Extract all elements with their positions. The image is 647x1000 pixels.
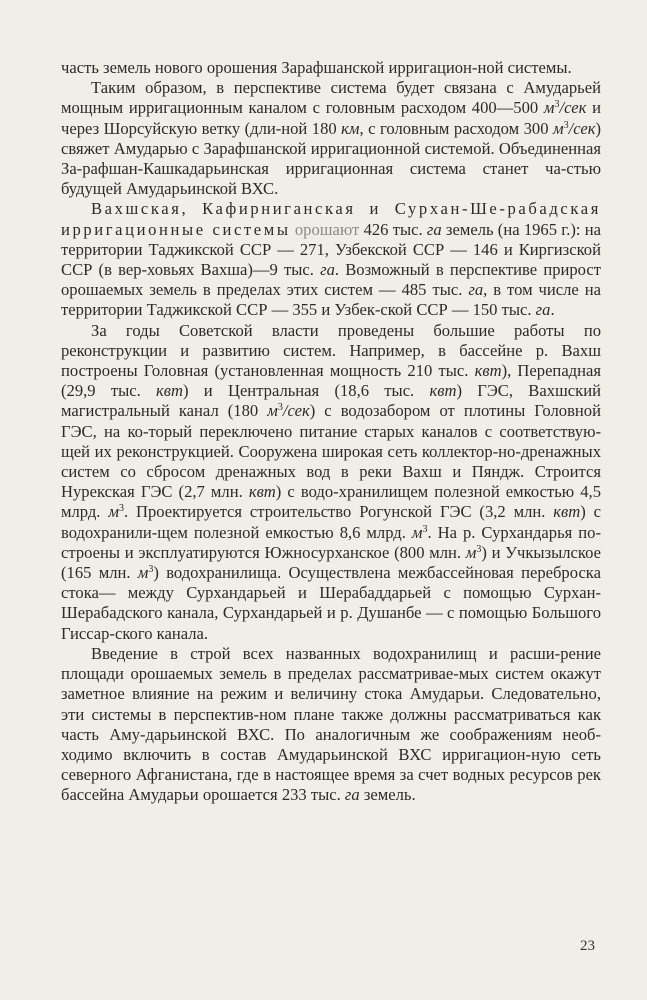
text-run: квт bbox=[553, 502, 581, 522]
paragraph bbox=[61, 58, 601, 78]
text-run: Таким образом, в перспективе система будет связана с Амударьей мощным ирригационным каналом с головным расходом 400—500 bbox=[61, 78, 601, 118]
text-run: За годы Советской власти проведены большие работы по реконструкции и развитию систем. Например, в бассейне р. Вахш построены Головная (установленная мощность 210 тыс. bbox=[61, 320, 601, 381]
superscript: 3 bbox=[563, 119, 569, 131]
page-body bbox=[61, 58, 601, 806]
text-run: квт bbox=[429, 381, 457, 401]
text-run: ) с водохранили-щем полезной емкостью 8,6 млрд. bbox=[61, 502, 602, 542]
text-run: м bbox=[465, 542, 477, 562]
text-run: квт bbox=[474, 361, 502, 381]
text-run: ) и Центральная (18,6 тыс. bbox=[183, 381, 430, 401]
superscript: 3 bbox=[118, 503, 124, 515]
text-run: . Проектируется строительство Рогунской ГЭС (3,2 млн. bbox=[123, 502, 554, 522]
text-run: ), Перепадная (29,9 тыс. bbox=[61, 361, 602, 401]
text-run: ) с водозабором от плотины Головной ГЭС, на ко-торый переключено питание старых каналов с соответствую-щей их реконструкцией. Сооружена широкая сеть коллектор-но-дренажных систем со сбросом дренажных вод в реки Вахш и Пяндж. Строится Нурекская ГЭС (2,7 млн. bbox=[61, 401, 601, 502]
text-run: , с головным расходом 300 bbox=[359, 118, 553, 138]
text-run: , в том числе на территории Таджикской ССР — 355 и Узбек-ской ССР — 150 тыс. bbox=[61, 280, 602, 320]
text-run: земель. bbox=[359, 785, 416, 805]
superscript: 3 bbox=[554, 99, 560, 111]
paragraph bbox=[61, 199, 601, 320]
text-run: га bbox=[426, 219, 442, 239]
paragraph bbox=[61, 78, 601, 199]
text-run: м bbox=[267, 401, 278, 421]
text-run: ) ГЭС, Вахшский магистральный канал (180 bbox=[61, 381, 601, 421]
text-run: 426 тыс. bbox=[359, 219, 427, 239]
text-run: ) водохранилища. Осуществлена межбассейновая переброска стока— между Сурхандарьей и Шерабаддарьей с помощью Сурхан-Шерабадского канала, Сурхандарьей и р. Душанбе — с помощью Большого Гиссар-ского канала. bbox=[61, 563, 601, 643]
text-run: км bbox=[341, 118, 360, 138]
text-run: часть земель нового орошения Зарафшанской ирригацион-ной системы. bbox=[61, 58, 572, 77]
text-run: /сек bbox=[282, 401, 310, 421]
text-run: м bbox=[552, 118, 564, 138]
text-run: /сек bbox=[559, 98, 587, 118]
superscript: 3 bbox=[148, 564, 154, 576]
text-run: ) свяжет Амударью с Зарафшанской ирригационной системой. Объединенная За-рафшан-Кашкадарьинская ирригационная система станет ча-стью будущей Амударьинской ВХС. bbox=[61, 118, 601, 199]
superscript: 3 bbox=[476, 543, 482, 555]
text-run: м bbox=[137, 563, 149, 583]
text-run: м bbox=[108, 502, 119, 522]
text-run: м bbox=[543, 98, 555, 118]
text-run: ) с водо-хранилищем полезной емкостью 4,5 млрд. bbox=[61, 482, 601, 522]
text-run: га bbox=[468, 280, 484, 300]
text-run: квт bbox=[156, 381, 183, 401]
text-run: . На р. Сурхандарья по-строены и эксплуатируются Южносурханское (800 млн. bbox=[61, 522, 601, 562]
text-run: . bbox=[550, 300, 555, 320]
text-run: квт bbox=[248, 482, 276, 502]
text-run: орошают bbox=[290, 219, 360, 239]
paragraph bbox=[61, 644, 601, 806]
superscript: 3 bbox=[277, 402, 283, 414]
superscript: 3 bbox=[422, 523, 428, 535]
paragraph bbox=[61, 321, 601, 644]
text-run: га bbox=[320, 260, 335, 280]
text-run: Введение в строй всех названных водохранилищ и расши-рение площади орошаемых земель в пределах рассматривае-мых систем окажут заметное влияние на режим и величину стока Амударьи. Следовательно, эти системы в перспектив-ном плане также должны рассматриваться как часть Аму-дарьинской ВХС. По аналогичным же соображениям необ-ходимо включить в состав Амударьинской ВХС ирригацион-ную сеть северного Афганистана, где в настоящее время за счет водных ресурсов рек бассейна Амударьи орошается 233 тыс. bbox=[61, 643, 601, 805]
page-number: 23 bbox=[580, 938, 595, 954]
text-run: ) и Учкызылское (165 млн. bbox=[61, 542, 601, 583]
text-run: /сек bbox=[568, 118, 596, 138]
text-run: Вахшская, Кафирниганская и Сурхан-Ше-рабадская ирригационные системы bbox=[61, 199, 601, 239]
text-run: м bbox=[411, 522, 423, 542]
text-run: га bbox=[344, 785, 360, 805]
text-run: га bbox=[535, 300, 551, 320]
text-run: и через Шорсуйскую ветку (дли-ной 180 bbox=[61, 98, 601, 138]
text-run: земель (на 1965 г.): на территории Таджикской ССР — 271, Узбекской ССР — 146 и Киргизской ССР (в вер-ховьях Вахша)—9 тыс. bbox=[61, 219, 601, 280]
text-run: . Возможный в перспективе прирост орошаемых земель в пределах этих систем — 485 тыс. bbox=[61, 260, 601, 300]
